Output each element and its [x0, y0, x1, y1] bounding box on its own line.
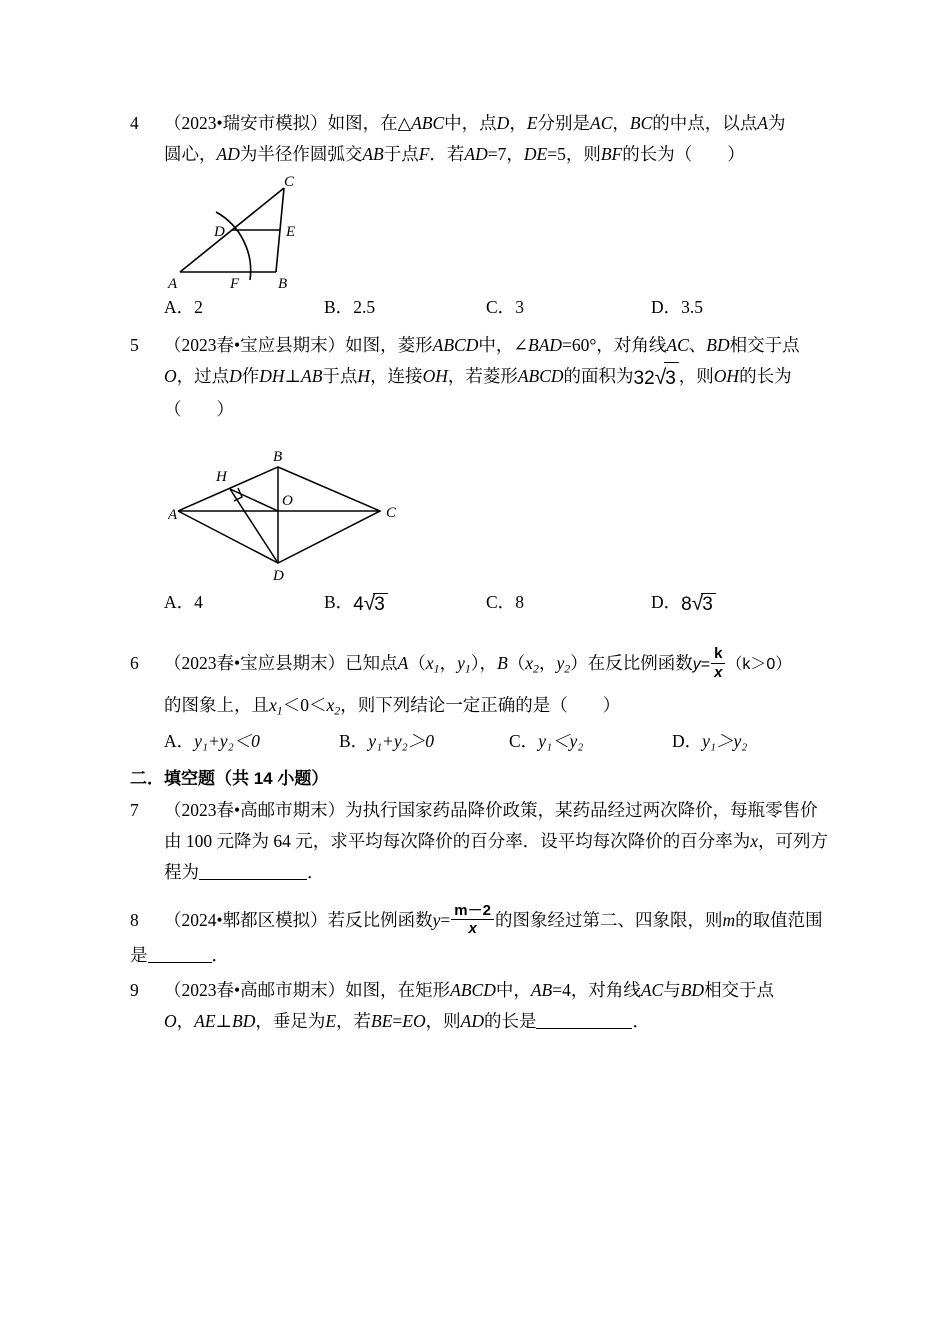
- question-5-choice-c[interactable]: [486, 589, 524, 614]
- q5-dh: DH: [259, 366, 285, 386]
- q5-bd: BD: [706, 335, 730, 355]
- q6-x2: x: [525, 653, 534, 673]
- label-c: C: [284, 174, 295, 190]
- question-4: [130, 108, 830, 324]
- question-6-choice-a[interactable]: [164, 728, 260, 753]
- spacer-1: [130, 627, 830, 643]
- label-d: D: [273, 568, 284, 584]
- rhombus-outline: [178, 467, 380, 563]
- q4-e: E: [526, 113, 538, 133]
- q6-y1-sub: 1: [464, 661, 471, 676]
- q5-abcd: ABCD: [432, 335, 479, 355]
- q4-text-h: 的中点，以点: [652, 113, 758, 133]
- q6-x1-sub: 1: [433, 661, 440, 676]
- q6-frac-denominator: x: [714, 663, 723, 681]
- label-b: B: [278, 276, 288, 292]
- question-6-choice-b[interactable]: [339, 728, 434, 753]
- q9-eo: EO: [402, 1010, 426, 1031]
- question-4-choices: [164, 294, 830, 324]
- q4-eq1: =7，: [487, 144, 524, 164]
- q4-bc: BC: [629, 113, 653, 133]
- q5-text-a: 如图，菱形: [345, 335, 433, 355]
- q5-text-d: 、: [688, 335, 707, 355]
- q6l2-a: 的图象上，且: [164, 695, 269, 716]
- q5-h: H: [357, 366, 371, 386]
- question-4-source: （2023•瑞安市模拟）: [164, 113, 328, 133]
- q4l2-d: ．若: [429, 144, 465, 164]
- q6-point-a: A: [397, 653, 409, 673]
- label-d: D: [214, 224, 225, 240]
- q8l2-b: ．: [211, 944, 229, 965]
- q9l2-c: ，垂足为: [255, 1010, 326, 1031]
- question-8: [130, 900, 830, 971]
- q9l2-b: ⊥: [215, 1010, 232, 1031]
- q6l2-x1-sub: 1: [276, 703, 283, 718]
- question-7-line-3: [130, 857, 830, 888]
- question-7-source: （2023春•高邮市期末）: [164, 799, 346, 820]
- q5-choice-c-label: C．: [486, 592, 516, 612]
- q8-text-c: 的取值范围: [735, 909, 823, 930]
- question-9-line-1: [130, 975, 830, 1006]
- q5-choice-b-coef: 4: [353, 594, 364, 615]
- q5l2-b: 作: [241, 366, 260, 386]
- q4-bf: BF: [600, 144, 623, 164]
- question-9-number: 9: [130, 979, 139, 1000]
- question-4-line-1: [130, 108, 830, 139]
- q5-choice-a-value: 4: [194, 592, 203, 612]
- q9-text-d: 与: [663, 979, 681, 1000]
- q4-choice-c-label: C．: [486, 297, 516, 317]
- question-5-choices: [164, 589, 830, 623]
- q4-ad2: AD: [464, 144, 488, 164]
- q5-text-c: =60°，对角线: [562, 335, 667, 355]
- q6-text-g: ）在反比例函数: [570, 653, 693, 673]
- answer-blank-q8[interactable]: [148, 949, 212, 963]
- arc-df: [216, 212, 251, 280]
- q9-e: E: [325, 1010, 337, 1031]
- question-5-figure: [168, 435, 830, 585]
- question-6-source: （2023春•宝应县期末）: [164, 653, 346, 673]
- q6-fraction-k-over-x: [711, 646, 725, 681]
- question-6-choice-d[interactable]: [672, 728, 747, 753]
- q6-comma-1: ，: [439, 653, 458, 673]
- q9-ae: AE: [194, 1010, 216, 1031]
- question-5-choice-d[interactable]: [651, 589, 716, 616]
- q5-choice-b-label: B．: [324, 592, 354, 612]
- q9-bd: BD: [680, 979, 705, 1000]
- q4-ab: AB: [362, 144, 384, 164]
- q4-a2: A: [757, 113, 768, 133]
- spacer-2: [130, 892, 830, 900]
- q8-m: m: [722, 909, 736, 930]
- q5-area-radicand: 3: [664, 362, 679, 394]
- question-7-number: 7: [130, 799, 139, 820]
- q4-eq2: =5，则: [547, 144, 601, 164]
- q9-text-b: 中，: [495, 979, 531, 1000]
- q6l2-x1: x: [269, 695, 277, 716]
- q9-text-e: 相交于点: [704, 979, 775, 1000]
- q6-formula-y: y: [692, 656, 701, 673]
- q4-choice-b-value: 2.5: [353, 297, 376, 317]
- label-o: O: [282, 493, 293, 509]
- question-6-choice-c[interactable]: [509, 728, 583, 753]
- question-4-choice-c[interactable]: [486, 294, 524, 319]
- q4-choice-c-value: 3: [515, 297, 524, 317]
- question-5-line-3: [130, 394, 830, 425]
- q4-ac: AC: [590, 113, 613, 133]
- q6-y2: y: [556, 653, 565, 673]
- q6l2-c: ，则下列结论一定正确的是（ ）: [340, 695, 621, 716]
- question-8-source: （2024•郫都区模拟）: [164, 909, 328, 930]
- q6-choice-c-label: C．: [509, 730, 539, 751]
- q6-choice-a-label: A．: [164, 730, 195, 751]
- q4-text-b: 中，点: [444, 113, 497, 133]
- q5-bad: BAD: [528, 335, 563, 355]
- q4l2-c: 于点: [383, 144, 419, 164]
- q6-choice-c-value: y₁＜y₂: [538, 730, 584, 751]
- q9-be: BE: [371, 1010, 393, 1031]
- question-4-choice-d[interactable]: [651, 294, 703, 319]
- question-6-number: 6: [130, 653, 139, 673]
- q5-choice-c-value: 8: [515, 592, 524, 612]
- q4l2-b: 为半径作圆弧交: [239, 144, 363, 164]
- q8-fraction-m-minus-2-over-x: [451, 903, 494, 938]
- q5-ab: AB: [301, 366, 323, 386]
- q6-comma-2: ，: [539, 653, 557, 673]
- q8-frac-denominator: x: [468, 920, 477, 938]
- q9-ac: AC: [640, 979, 664, 1000]
- question-8-line-1: [130, 900, 830, 940]
- q6-lparen-1: （: [408, 653, 426, 673]
- question-4-choice-b[interactable]: [324, 294, 375, 319]
- q7-text-1: 为执行国家药品降价政策，某药品经过两次降价，每瓶零售价: [345, 799, 818, 820]
- q4-f: F: [418, 144, 430, 164]
- question-5-line-1: [130, 330, 830, 361]
- q5-oh2: OH: [713, 366, 740, 386]
- q6-formula-eq: =: [700, 656, 711, 673]
- answer-blank-q9[interactable]: [536, 1015, 632, 1029]
- q5-choice-a-label: A．: [164, 592, 195, 612]
- q5l2-h2: ，则: [678, 366, 714, 386]
- question-9-source: （2023春•高邮市期末）: [164, 979, 346, 1000]
- q5-area-radical: [634, 362, 679, 394]
- q9-eq: =: [392, 1010, 403, 1031]
- q6-choice-b-value: y₁+y₂＞0: [368, 730, 434, 751]
- question-5-source: （2023春•宝应县期末）: [164, 335, 346, 355]
- q4-text-c: ，: [509, 113, 527, 133]
- q7l2-b: ，可列方: [758, 830, 829, 851]
- q4-choice-a-value: 2: [194, 297, 203, 317]
- question-5-choice-a[interactable]: [164, 589, 203, 614]
- question-4-number: 4: [130, 113, 139, 133]
- question-4-figure: [158, 174, 830, 292]
- label-b: B: [273, 449, 283, 465]
- q9-text-c: =4，对角线: [552, 979, 641, 1000]
- q7l2-a: 由 100 元降为 64 元，求平均每次降价的百分率．设平均每次降价的百分率为: [164, 830, 751, 851]
- question-5-line-2: [130, 361, 830, 394]
- q6-y1: y: [457, 653, 465, 673]
- q5l2-f: ，若菱形: [447, 366, 518, 386]
- answer-blank-q7[interactable]: [199, 866, 307, 880]
- question-5: [130, 330, 830, 623]
- q6-x1: x: [425, 653, 434, 673]
- q9-ad: AD: [460, 1010, 484, 1031]
- q9-o: O: [164, 1010, 177, 1031]
- q5-choice-b-radicand: 3: [373, 593, 388, 616]
- q5-paren: （ ）: [164, 399, 234, 419]
- question-4-line-2: [130, 139, 830, 170]
- q6-y2-sub: 2: [564, 661, 571, 676]
- section-heading-fill-in-blank: 二．填空题（共 14 小题）: [130, 768, 329, 788]
- q6l2-x2-sub: 2: [334, 703, 341, 718]
- label-e: E: [286, 224, 296, 240]
- q5l2-d: D: [229, 366, 242, 386]
- radical-sign-icon: √: [654, 366, 667, 389]
- q5-choice-b-radical: [353, 592, 388, 616]
- q5-abcd2: ABCD: [517, 366, 564, 386]
- q5-choice-d-radicand: 3: [701, 593, 716, 616]
- question-7: [130, 795, 830, 888]
- label-a: A: [168, 276, 178, 292]
- q5-text-e: 相交于点: [729, 335, 800, 355]
- question-8-line-2: [130, 940, 830, 971]
- q8l2-a: 是: [130, 944, 148, 965]
- question-6: [130, 643, 830, 758]
- q9l2-a: ，: [176, 1010, 195, 1031]
- q4-text-f: 分别是: [537, 113, 591, 133]
- q6-frac-numerator: k: [711, 646, 725, 664]
- q9-bd2: BD: [232, 1010, 256, 1031]
- q9l2-f: ，则: [425, 1010, 461, 1031]
- q6-point-b: B: [497, 653, 508, 673]
- q5l2-c: ⊥: [284, 366, 302, 386]
- question-8-number: 8: [130, 909, 139, 930]
- question-6-line-2: [130, 688, 830, 727]
- q9-abcd: ABCD: [450, 979, 496, 1000]
- q5l2-i: 的长为: [739, 366, 792, 386]
- question-9-line-2: [130, 1006, 830, 1037]
- q6l2-x2: x: [326, 695, 335, 716]
- question-5-choice-b[interactable]: [324, 589, 388, 616]
- q6-choice-a-value: y₁+y₂＜0: [194, 730, 260, 751]
- q7l3-b: ．: [307, 861, 325, 882]
- label-c: C: [386, 505, 397, 521]
- q9l2-h: ．: [632, 1010, 650, 1031]
- q4-abc: ABC: [411, 113, 445, 133]
- q6-lparen-2: （: [507, 653, 526, 673]
- q6-formula-condition: （k＞0）: [726, 656, 792, 673]
- radical-sign-icon: √: [363, 592, 376, 615]
- q4-ad: AD: [216, 144, 240, 164]
- q4-choice-d-label: D．: [651, 297, 682, 317]
- q5-choice-d-label: D．: [651, 592, 682, 612]
- q7l3-a: 程为: [164, 861, 199, 882]
- q5l2-g: 的面积为: [563, 366, 634, 386]
- label-f: F: [230, 276, 240, 292]
- q4-choice-d-value: 3.5: [681, 297, 704, 317]
- q6l2-b: ＜0＜: [282, 695, 327, 716]
- question-9: [130, 975, 830, 1037]
- question-7-line-1: [130, 795, 830, 826]
- q6-x2-sub: 2: [533, 661, 539, 676]
- question-6-choices: [164, 728, 830, 758]
- q6-choice-d-label: D．: [672, 730, 703, 751]
- q5l2-d2: 于点: [322, 366, 358, 386]
- q4-d: D: [496, 113, 510, 133]
- q4-text-i: 为: [767, 113, 786, 133]
- q5-ac: AC: [666, 335, 689, 355]
- q4-text-g: ，: [612, 113, 630, 133]
- q5-area-coef: 32: [633, 368, 655, 389]
- label-h: H: [216, 469, 227, 485]
- triangle-figure-svg: [158, 174, 358, 292]
- q4-choice-a-label: A．: [164, 297, 195, 317]
- question-4-choice-a[interactable]: [164, 294, 203, 319]
- q8-y: y: [432, 909, 441, 930]
- q5-choice-d-radical: [681, 592, 716, 616]
- q7-x: x: [750, 830, 759, 851]
- q4-de: DE: [523, 144, 548, 164]
- q5l2-a: ，过点: [176, 366, 230, 386]
- question-7-line-2: [130, 826, 830, 857]
- q9-ab: AB: [530, 979, 553, 1000]
- q6-text-a: 已知点: [345, 653, 398, 673]
- right-angle-mark-icon: [234, 488, 242, 501]
- radical-sign-icon: √: [691, 592, 704, 615]
- question-6-line-1: [130, 643, 830, 688]
- q6-choice-b-label: B．: [339, 730, 369, 751]
- question-5-number: 5: [130, 335, 139, 355]
- q8-text-b: 的图象经过第二、四象限，则: [494, 909, 723, 930]
- q8-frac-numerator: m－2: [451, 903, 494, 921]
- label-a: A: [168, 507, 178, 523]
- q9l2-g: 的长是: [483, 1010, 537, 1031]
- q6-rparen-1: ），: [470, 653, 498, 673]
- q8-eq: =: [440, 909, 451, 930]
- q8-text-a: 若反比例函数: [327, 909, 433, 930]
- q5-o: O: [164, 366, 177, 386]
- q5-choice-d-coef: 8: [681, 594, 692, 615]
- q9l2-d: ，若: [336, 1010, 372, 1031]
- q4-text-a: 如图，在△: [327, 113, 412, 133]
- q9-text-a: 如图，在矩形: [345, 979, 451, 1000]
- q4-choice-b-label: B．: [324, 297, 354, 317]
- q6-choice-d-value: y₁＞y₂: [702, 730, 748, 751]
- rhombus-figure-svg: [168, 435, 428, 585]
- q4l2-a: 圆心，: [164, 144, 217, 164]
- q5-text-b: 中，∠: [478, 335, 529, 355]
- q4l2-e: 的长为（ ）: [622, 144, 745, 164]
- q5-oh: OH: [422, 366, 448, 386]
- q5l2-e: ，连接: [370, 366, 423, 386]
